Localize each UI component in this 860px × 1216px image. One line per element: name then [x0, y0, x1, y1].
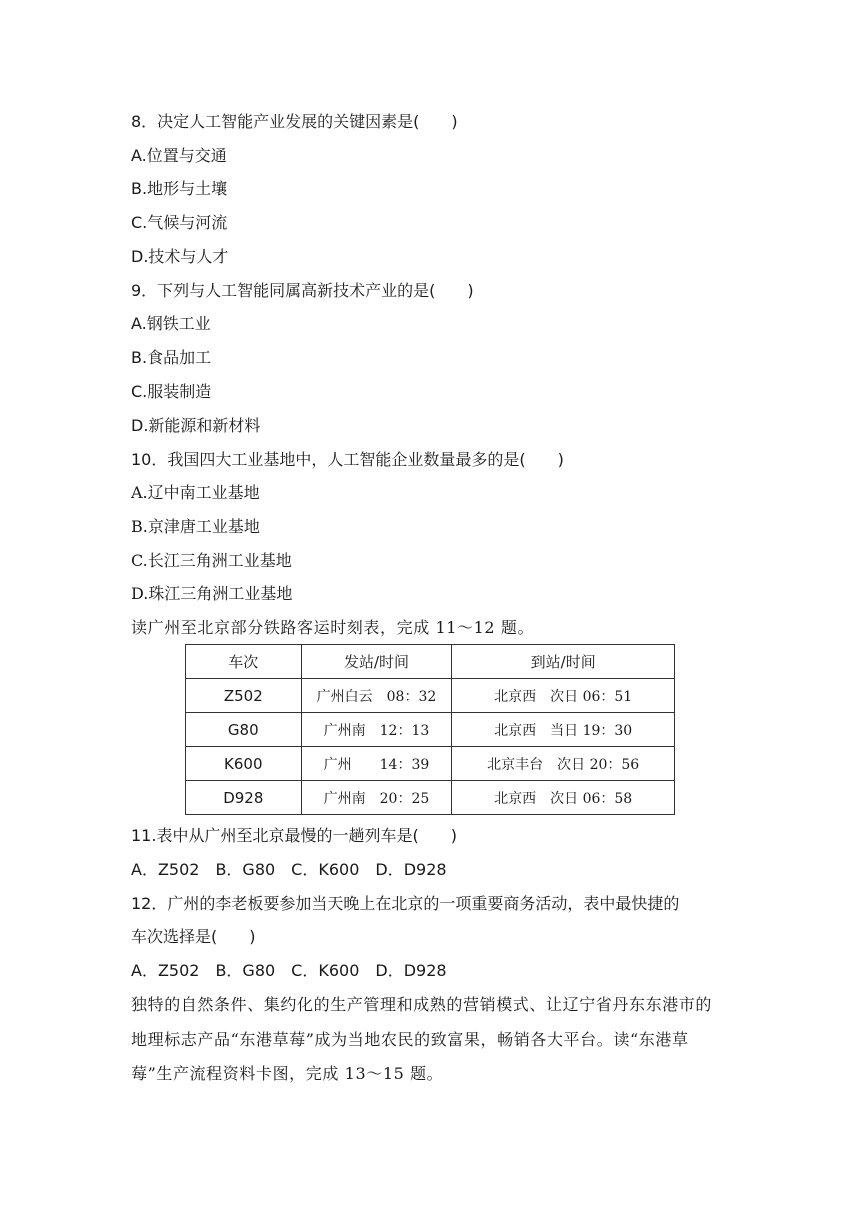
question-11-stem: 11.表中从广州至北京最慢的一趟列车是( ) — [131, 826, 457, 845]
passage-line-3: 莓”生产流程资料卡图，完成 13～15 题。 — [131, 1064, 444, 1083]
question-10-option-d: D.珠江三角洲工业基地 — [131, 584, 293, 603]
header-arrival: 到站/时间 — [452, 645, 675, 679]
question-10-option-a: A.辽中南工业基地 — [131, 483, 260, 502]
header-departure: 发站/时间 — [301, 645, 452, 679]
passage-line-1: 独特的自然条件、集约化的生产管理和成熟的营销模式、让辽宁省丹东东港市的 — [131, 995, 713, 1014]
question-12-options: A．Z502 B．G80 C．K600 D．D928 — [131, 961, 447, 980]
question-10-option-c: C.长江三角洲工业基地 — [131, 551, 292, 570]
question-9-option-d: D.新能源和新材料 — [131, 416, 261, 435]
question-9-stem: 9．下列与人工智能同属高新技术产业的是( ) — [131, 281, 474, 300]
cell-train-number: Z502 — [186, 679, 302, 713]
cell-arrival: 北京西 当日 19：30 — [452, 713, 675, 747]
cell-arrival: 北京西 次日 06：51 — [452, 679, 675, 713]
question-8-stem: 8．决定人工智能产业发展的关键因素是( ) — [131, 112, 458, 131]
table-intro: 读广州至北京部分铁路客运时刻表，完成 11～12 题。 — [131, 618, 535, 637]
table-header-row — [186, 645, 675, 679]
table-row — [186, 747, 675, 781]
table-row — [186, 679, 675, 713]
question-11-options: A．Z502 B．G80 C．K600 D．D928 — [131, 860, 447, 879]
train-timetable — [185, 644, 675, 815]
question-9-option-b: B.食品加工 — [131, 348, 212, 367]
question-9-option-c: C.服装制造 — [131, 382, 212, 401]
question-9-option-a: A.钢铁工业 — [131, 314, 211, 333]
table-row — [186, 713, 675, 747]
question-12-stem-line-2: 车次选择是( ) — [131, 927, 256, 946]
cell-departure: 广州白云 08：32 — [301, 679, 452, 713]
question-8-option-d: D.技术与人才 — [131, 247, 229, 266]
question-8-option-a: A.位置与交通 — [131, 146, 227, 165]
cell-arrival: 北京丰台 次日 20：56 — [452, 747, 675, 781]
question-10-option-b: B.京津唐工业基地 — [131, 517, 260, 536]
cell-departure: 广州南 20：25 — [301, 781, 452, 815]
question-8-option-b: B.地形与土壤 — [131, 179, 228, 198]
cell-train-number: G80 — [186, 713, 302, 747]
cell-train-number: D928 — [186, 781, 302, 815]
cell-arrival: 北京西 次日 06：58 — [452, 781, 675, 815]
question-8-option-c: C.气候与河流 — [131, 213, 228, 232]
question-10-stem: 10．我国四大工业基地中，人工智能企业数量最多的是( ) — [131, 450, 564, 469]
cell-departure: 广州 14：39 — [301, 747, 452, 781]
passage-line-2: 地理标志产品“东港草莓”成为当地农民的致富果，畅销各大平台。读“东港草 — [131, 1030, 689, 1049]
cell-train-number: K600 — [186, 747, 302, 781]
question-12-stem-line-1: 12．广州的李老板要参加当天晚上在北京的一项重要商务活动，表中最快捷的 — [131, 894, 680, 913]
table-row — [186, 781, 675, 815]
header-train-number: 车次 — [186, 645, 302, 679]
cell-departure: 广州南 12：13 — [301, 713, 452, 747]
